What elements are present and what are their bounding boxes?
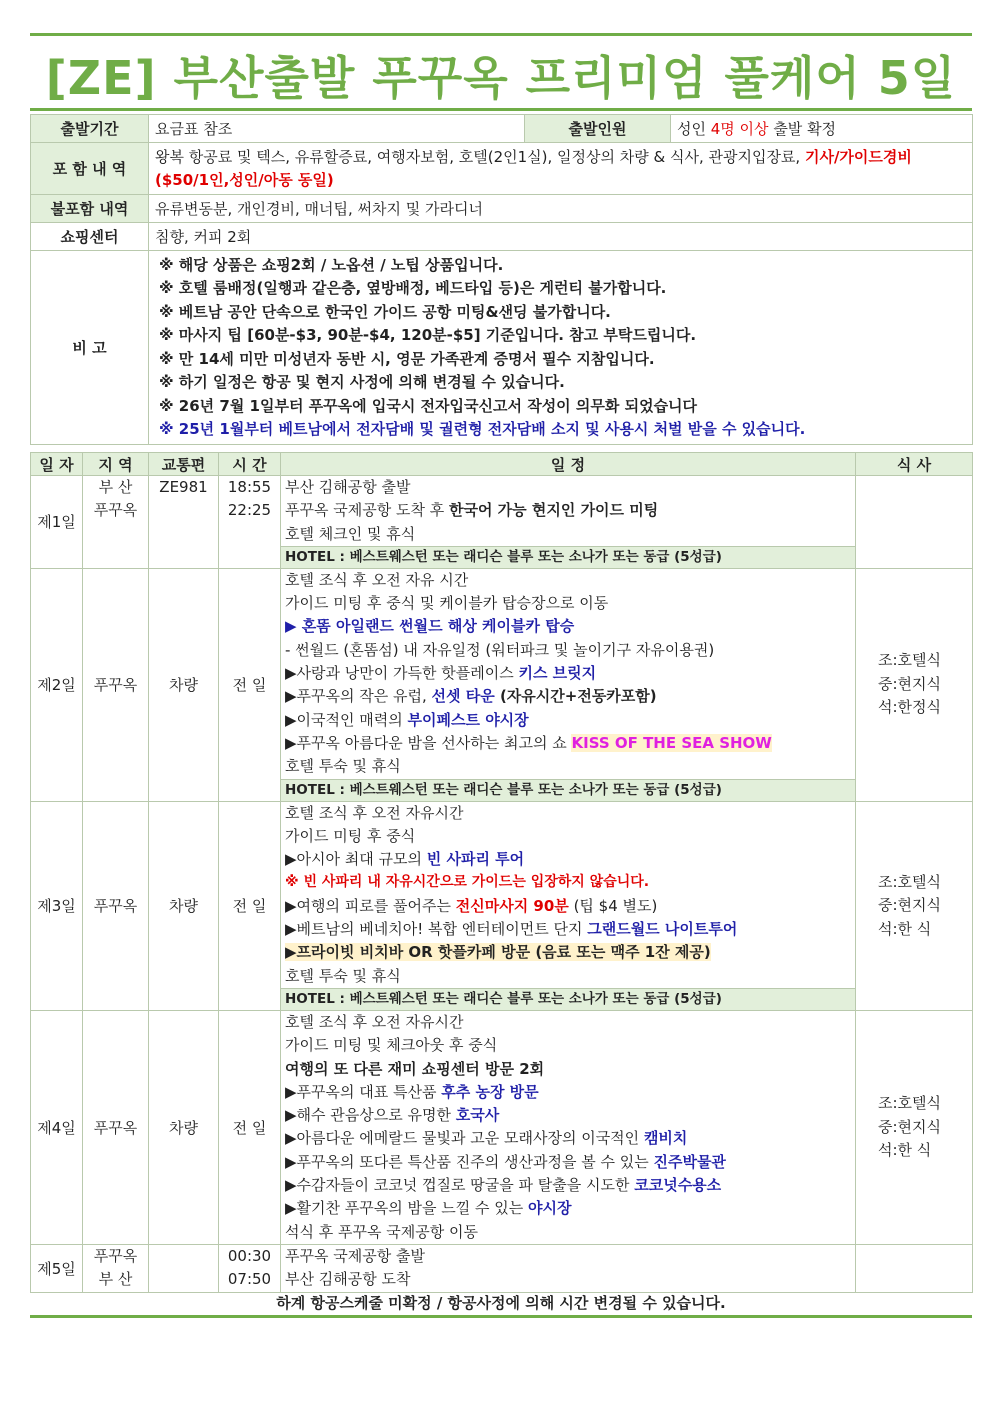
day-itinerary: 호텔 조식 후 오전 자유시간 가이드 미팅 후 중식 ▶아시아 최대 규모의 빈 사파리 투어 ※ 빈 사파리 내 자유시간으로 가이드는 입장하지 않습니다. ▶여행의 피로를 풀어주는 전신마사지 90분 (팁 $4 별도) ▶베트남의 베네치아! 복합 엔터테이먼트 단지 그랜드월드 나이트투어 ▶프라이빗 비치바 OR 핫플카페 방문 (음료 또는 맥주 1잔 제공) 호텔 투숙 및 휴식 — [281, 801, 856, 988]
day-region: 푸꾸옥 — [83, 568, 149, 801]
day-transport: 차량 — [149, 801, 219, 1010]
header-time: 시 간 — [219, 453, 281, 476]
day-meal — [856, 476, 973, 569]
day-transport: 차량 — [149, 1010, 219, 1244]
day-itinerary: 호텔 조식 후 오전 자유시간 가이드 미팅 및 체크아웃 후 중식 여행의 또 다른 재미 쇼핑센터 방문 2회 ▶푸꾸옥의 대표 특산품 후추 농장 방문 ▶해수 관음상으로 유명한 호국사 ▶아름다운 에메랄드 물빛과 고운 모래사장의 이국적인 캠비치 ▶푸꾸옥의 또다른 특산품 진주의 생산과정을 볼 수 있는 진주박물관 ▶수감자들이 코코넛 껍질로 땅굴을 파 탈출을 시도한 코코넛수용소 ▶활기찬 푸꾸옥의 밤을 느낄 수 있는 야시장 석식 후 푸꾸옥 국제공항 이동 — [281, 1010, 856, 1244]
page-title: [ZE] 부산출발 푸꾸옥 프리미엄 풀케어 5일 — [45, 51, 957, 105]
notes-label: 비 고 — [31, 251, 149, 445]
note-item-ecigarette: ※ 25년 1월부터 베트남에서 전자담배 및 궐련형 전자담배 소지 및 사용시 처벌 받을 수 있습니다. — [159, 420, 806, 438]
day-meal: 조:호텔식 중:현지식 석:한 식 — [856, 1010, 973, 1244]
hotel-info: HOTEL : 베스트웨스턴 또는 래디슨 블루 또는 소나가 또는 동급 (5성급) — [281, 546, 856, 568]
excluded-value: 유류변동분, 개인경비, 매너팁, 써차지 및 가라디너 — [149, 195, 973, 223]
day-row — [31, 568, 973, 779]
note-item: ※ 호텔 룸배정(일행과 같은층, 옆방배정, 베드타입 등)은 게런티 불가합니다. — [159, 279, 667, 297]
title-banner — [30, 33, 972, 111]
day-time: 전 일 — [219, 1010, 281, 1244]
hotel-info: HOTEL : 베스트웨스턴 또는 래디슨 블루 또는 소나가 또는 동급 (5성급) — [281, 779, 856, 801]
guide-fee-highlight: 기사/가이드경비 ($50/1인,성인/아동 동일) — [155, 147, 912, 189]
included-value: 왕복 항공료 및 텍스, 유류할증료, 여행자보험, 호텔(2인1실), 일정상의 차량 & 식사, 관광지입장료, 기사/가이드경비 ($50/1인,성인/아동 동일) — [149, 143, 973, 195]
departure-period-label: 출발기간 — [31, 115, 149, 143]
day-label: 제3일 — [31, 801, 83, 1010]
product-info-table — [30, 114, 973, 445]
day-region: 푸꾸옥 — [83, 1010, 149, 1244]
day-label: 제1일 — [31, 476, 83, 569]
day-time: 18:55 22:25 — [219, 476, 281, 569]
excluded-label: 불포함 내역 — [31, 195, 149, 223]
header-itinerary: 일 정 — [281, 453, 856, 476]
min-people-highlight: 4명 이상 — [710, 120, 769, 138]
departure-period-value: 요금표 참조 — [149, 115, 525, 143]
footer-divider — [30, 1315, 972, 1318]
day-label: 제5일 — [31, 1244, 83, 1292]
header-transport: 교통편 — [149, 453, 219, 476]
note-item: ※ 만 14세 미만 미성년자 동반 시, 영문 가족관계 증명서 필수 지참입니다. — [159, 349, 655, 368]
note-item: ※ 마사지 팁 [60분-$3, 90분-$4, 120분-$5] 기준입니다. 참고 부탁드립니다. — [159, 326, 697, 344]
note-item: ※ 26년 7월 1일부터 푸꾸옥에 입국시 전자입국신고서 작성이 의무화 되었습니다 — [159, 396, 698, 415]
departure-people-label: 출발인원 — [525, 115, 671, 143]
hotel-info: HOTEL : 베스트웨스턴 또는 래디슨 블루 또는 소나가 또는 동급 (5성급) — [281, 988, 856, 1010]
day-row — [31, 476, 973, 547]
day-time: 00:30 07:50 — [219, 1244, 281, 1292]
day-label: 제4일 — [31, 1010, 83, 1244]
day-label: 제2일 — [31, 568, 83, 801]
day-row — [31, 1244, 973, 1292]
day-transport — [149, 1244, 219, 1292]
day-time: 전 일 — [219, 568, 281, 801]
day-itinerary: 푸꾸옥 국제공항 출발 부산 김해공항 도착 — [281, 1244, 856, 1292]
day-row — [31, 1010, 973, 1244]
notes-list — [149, 251, 973, 445]
day-itinerary: 부산 김해공항 출발 푸꾸옥 국제공항 도착 후 한국어 가능 현지인 가이드 미팅 호텔 체크인 및 휴식 — [281, 476, 856, 547]
header-region: 지 역 — [83, 453, 149, 476]
note-item: ※ 하기 일정은 항공 및 현지 사정에 의해 변경될 수 있습니다. — [159, 373, 565, 391]
day-region: 부 산 푸꾸옥 — [83, 476, 149, 569]
shopping-value: 침향, 커피 2회 — [149, 223, 973, 251]
day-row — [31, 801, 973, 988]
day-meal: 조:호텔식 중:현지식 석:한정식 — [856, 568, 973, 801]
day-region: 푸꾸옥 — [83, 801, 149, 1010]
day-meal: 조:호텔식 중:현지식 석:한 식 — [856, 801, 973, 1010]
note-item: ※ 베트남 공안 단속으로 한국인 가이드 공항 미팅&샌딩 불가합니다. — [159, 302, 611, 321]
header-meal: 식 사 — [856, 453, 973, 476]
itinerary-table — [30, 452, 973, 1293]
header-day: 일 자 — [31, 453, 83, 476]
schedule-change-notice: 하계 항공스케줄 미확정 / 항공사정에 의해 시간 변경될 수 있습니다. — [276, 1294, 726, 1312]
day-time: 전 일 — [219, 801, 281, 1010]
day-region: 푸꾸옥 부 산 — [83, 1244, 149, 1292]
day-transport: 차량 — [149, 568, 219, 801]
included-label: 포 함 내 역 — [31, 143, 149, 195]
shopping-label: 쇼핑센터 — [31, 223, 149, 251]
day-meal — [856, 1244, 973, 1292]
day-transport: ZE981 — [149, 476, 219, 569]
day-itinerary: 호텔 조식 후 오전 자유 시간 가이드 미팅 후 중식 및 케이블카 탑승장으로 이동 ▶ 혼똠 아일랜드 썬월드 해상 케이블카 탑승 - 썬월드 (혼똠섬) 내 자유일정 (워터파크 및 놀이기구 자유이용권) ▶사랑과 낭만이 가득한 핫플레이스 키스 브릿지 ▶푸꾸옥의 작은 유럽, 선셋 타운 (자유시간+전동카포함) ▶이국적인 매력의 부이페스트 야시장 ▶푸꾸옥 아름다운 밤을 선사하는 최고의 쇼 KISS OF THE SEA SHOW 호텔 투숙 및 휴식 — [281, 568, 856, 779]
departure-people-value: 성인 4명 이상 출발 확정 — [671, 115, 973, 143]
note-item: ※ 해당 상품은 쇼핑2회 / 노옵션 / 노팁 상품입니다. — [159, 255, 504, 274]
